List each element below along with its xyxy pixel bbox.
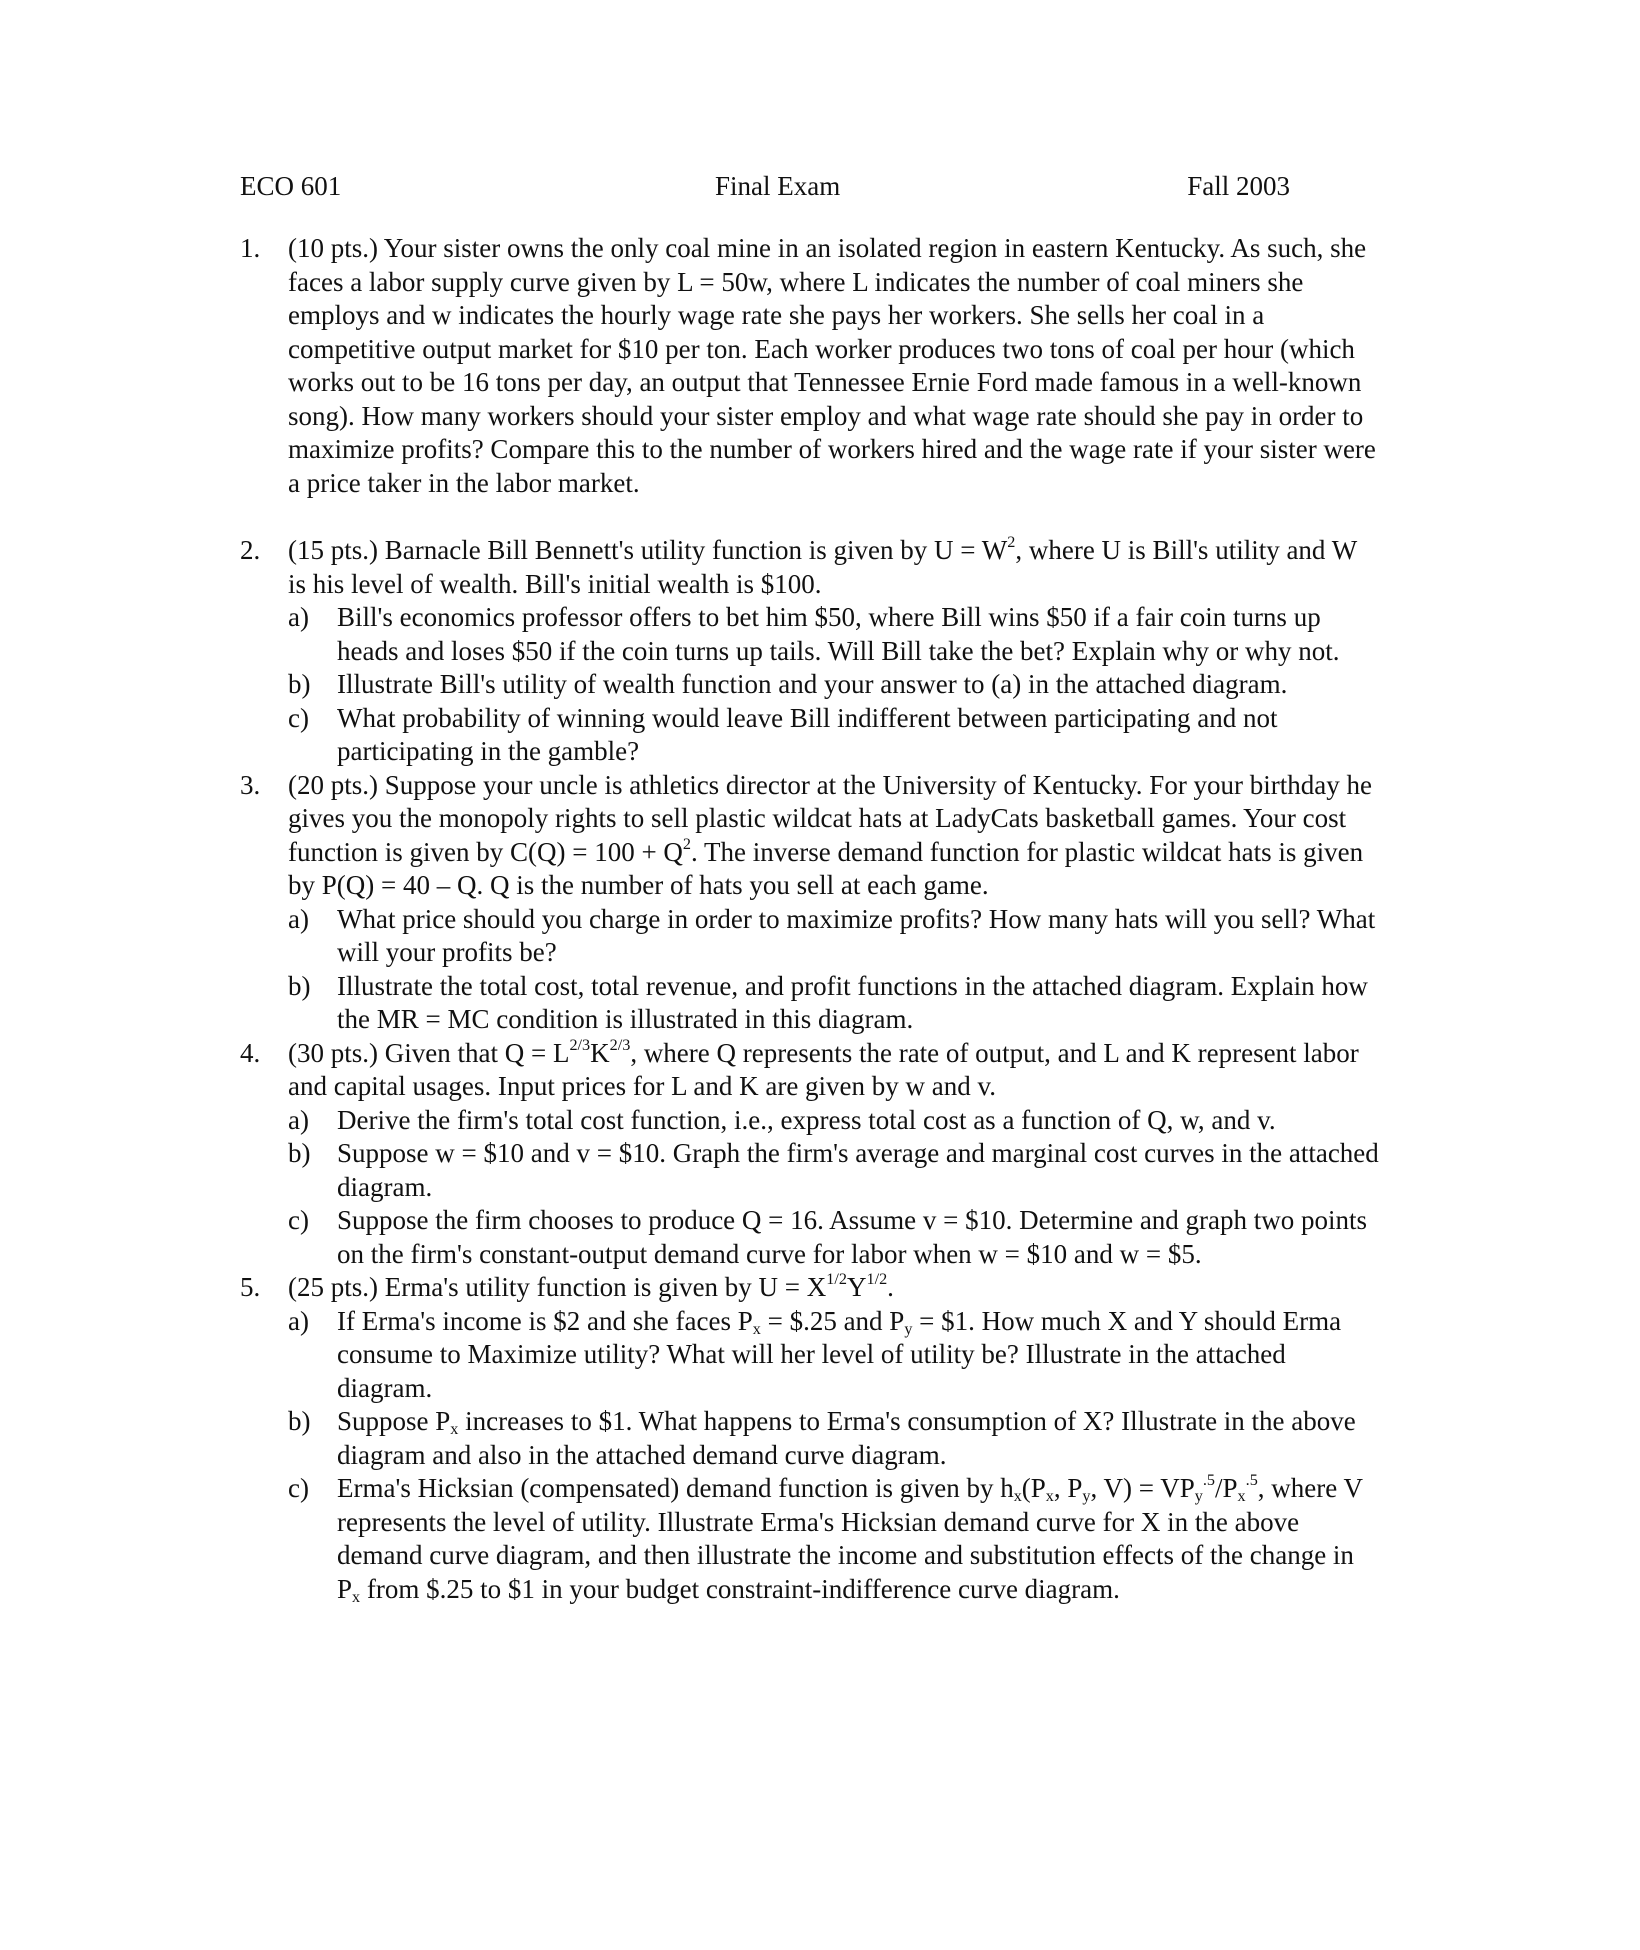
- question-intro: (30 pts.) Given that $Q = L^{2/3}K^{2/3}$, where Q represents the rate of output, and L and K represent labor and capital usages. Input prices for L and K are given by w and v.: [288, 1035, 1359, 1101]
- part-label: b): [288, 970, 311, 1001]
- part-text: Bill's economics professor offers to bet him $50, where Bill wins $50 if a fair coin turns up heads and loses $50 if the coin turns up tails. Will Bill take the bet? Explain why or why not.: [337, 602, 1340, 666]
- part-label: a): [288, 602, 309, 632]
- page-header: [240, 170, 1290, 206]
- part-label: b): [288, 1138, 311, 1168]
- part-label: b): [288, 669, 311, 699]
- question-4: [240, 1037, 1380, 1104]
- question-intro: (15 pts.) Barnacle Bill Bennett's utility function is given by $U = W^2$, where U is Bill's utility and W is his level of wealth. Bill's initial wealth is $100.: [288, 532, 1357, 599]
- question-2-part-a: [288, 601, 1380, 668]
- part-text: Illustrate Bill's utility of wealth function and your answer to (a) in the attached diagram.: [337, 669, 1288, 699]
- question-5: [240, 1271, 1380, 1305]
- question-4-parts: [240, 1104, 1380, 1272]
- part-text: Derive the firm's total cost function, i.e., express total cost as a function of Q, w, and v.: [337, 1104, 1276, 1135]
- part-label: c): [288, 1205, 309, 1235]
- part-label: a): [288, 1104, 309, 1135]
- question-2-part-b: [288, 668, 1380, 702]
- question-4-part-c: [288, 1204, 1380, 1271]
- question-number: 1.: [240, 233, 261, 263]
- question-1: [240, 232, 1380, 500]
- part-text: What price should you charge in order to maximize profits? How many hats will you sell? What will your profits be?: [337, 903, 1376, 967]
- question-number: 2.: [240, 535, 261, 565]
- question-intro: (25 pts.) Erma's utility function is given by $U = X^{1/2}Y^{1/2}$.: [288, 1269, 894, 1302]
- part-text: Suppose $P_x$ increases to $1. What happens to Erma's consumption of X? Illustrate in the above diagram and also in the attached demand curve diagram.: [337, 1406, 1356, 1470]
- question-2-parts: [240, 601, 1380, 769]
- question-5-part-b: [288, 1405, 1380, 1472]
- course-code: ECO 601: [240, 171, 342, 201]
- part-text: If Erma's income is $2 and she faces $P_x$ = $.25 and $P_y$ = $1. How much X and Y should Erma consume to Maximize utility? What will her level of utility be? Illustrate in the attached diagram.: [337, 1305, 1342, 1403]
- part-label: a): [288, 1305, 309, 1336]
- question-5-part-c: [288, 1472, 1380, 1606]
- question-3-parts: [240, 903, 1380, 1037]
- part-text: Suppose w = $10 and v = $10. Graph the firm's average and marginal cost curves in the attached diagram.: [337, 1138, 1379, 1202]
- question-3: [240, 769, 1380, 903]
- part-label: b): [288, 1406, 311, 1436]
- question-text: (10 pts.) Your sister owns the only coal mine in an isolated region in eastern Kentucky. As such, she faces a labor supply curve given by L = 50w, where L indicates the number of coal miners she employs and w indicates the hourly wage rate she pays her workers. She sells her coal in a competitive output market for $10 per ton. Each worker produces two tons of coal per hour (which works out to be 16 tons per day, an output that Tennessee Ernie Ford made famous in a well-known song). How many workers should your sister employ and what wage rate should she pay in order to maximize profits? Compare this to the number of workers hired and the wage rate if your sister were a price taker in the labor market.: [288, 233, 1376, 498]
- part-text: Suppose the firm chooses to produce Q = 16. Assume v = $10. Determine and graph two points on the firm's constant-output demand curve for labor when w = $10 and w = $5.: [337, 1205, 1368, 1269]
- exam-term: Fall 2003: [1187, 171, 1290, 201]
- part-text: What probability of winning would leave Bill indifferent between participating and not participating in the gamble?: [337, 702, 1278, 766]
- part-label: c): [288, 702, 309, 733]
- part-label: a): [288, 903, 309, 934]
- question-5-parts: [240, 1305, 1380, 1607]
- question-number: 5.: [240, 1272, 261, 1302]
- exam-title: Final Exam: [715, 171, 841, 201]
- question-3-part-a: [288, 903, 1380, 970]
- question-4-part-b: [288, 1137, 1380, 1204]
- question-5-part-a: [288, 1305, 1380, 1406]
- question-4-part-a: [288, 1104, 1380, 1138]
- part-text: Erma's Hicksian (compensated) demand function is given by $h_x(P_x$, $P_y$, $V) = VP_y^{.5}/P_x^{.5}$, where V represents the level of utility. Illustrate Erma's Hicksian demand curve for X in the above demand curve diagram, and then illustrate the income and substitution effects of the change in $P_x$ from $.25 to $1 in your budget constraint-indifference curve diagram.: [337, 1470, 1363, 1606]
- part-text: Illustrate the total cost, total revenue, and profit functions in the attached diagram. Explain how the MR = MC condition is illustrated in this diagram.: [337, 970, 1368, 1034]
- part-label: c): [288, 1473, 309, 1503]
- question-list: [240, 232, 1380, 1606]
- question-3-part-b: [288, 970, 1380, 1037]
- question-2-part-c: [288, 702, 1380, 769]
- question-number: 4.: [240, 1037, 261, 1068]
- question-2: [240, 534, 1380, 601]
- question-intro: (20 pts.) Suppose your uncle is athletics director at the University of Kentucky. For your birthday he gives you the monopoly rights to sell plastic wildcat hats at LadyCats basketball games. Your cost function is given by $C(Q) = 100 + Q^2$. The inverse demand function for plastic wildcat hats is given by P(Q) = 40 – Q. Q is the number of hats you sell at each game.: [288, 769, 1373, 900]
- question-number: 3.: [240, 769, 261, 800]
